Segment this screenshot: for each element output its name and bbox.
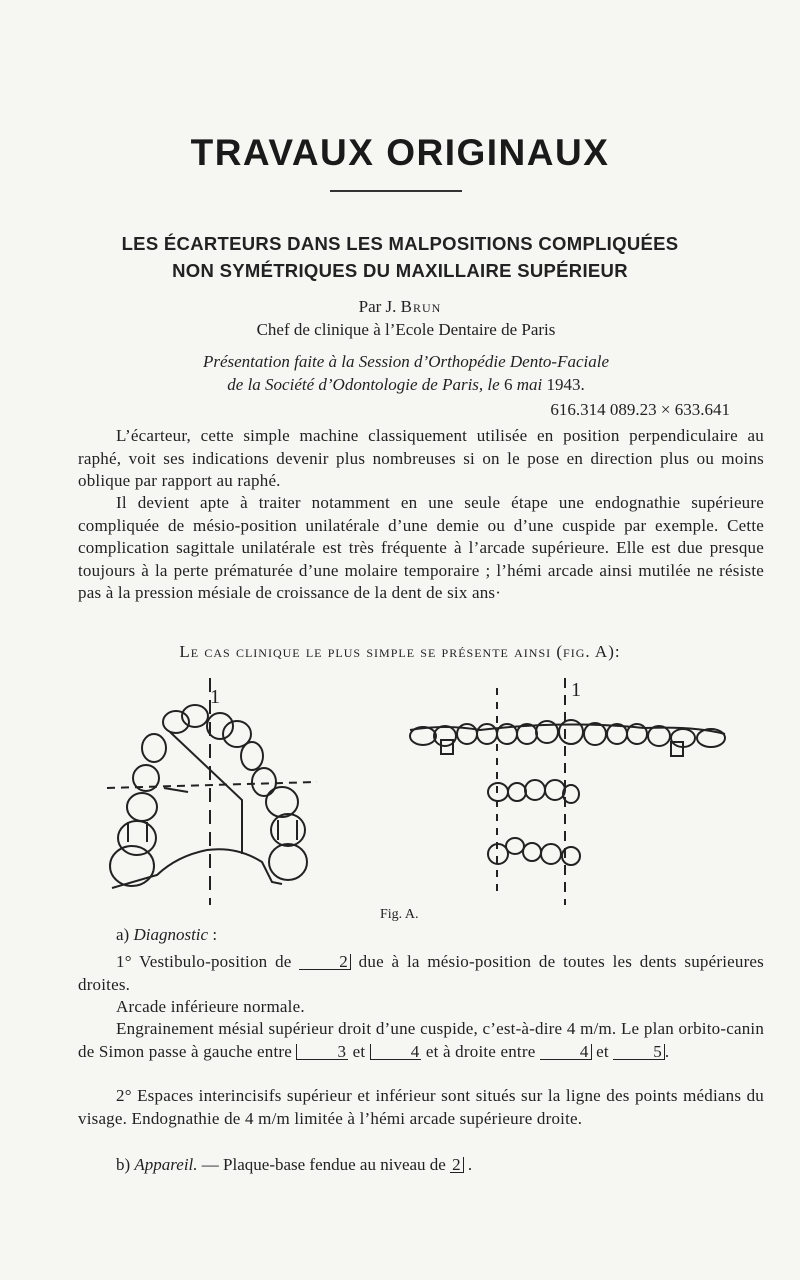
paragraph-2: Il devient apte à traiter notamment en une seule étape une endognathie supérieure compliquée de mésio-position unilatérale d’une demie ou d’une cuspide par exemple. Cette complication sagittale unilatérale est très fréquente à l’arcade supérieure. Elle est due presque toujours à la perte prématurée d’une molaire temporaire ; l’hémi arcade ainsi mutilée ne résiste pas à la pression mésiale de croissance de la dent de six ans·: [78, 493, 764, 602]
title-divider: [330, 190, 462, 192]
tooth-notation: 5: [613, 1044, 665, 1060]
presentation-year: 1943.: [546, 375, 585, 394]
figure-caption: Fig. A.: [380, 907, 419, 922]
diagnostic-item-1: 1° Vestibulo-position de 2 due à la mésio-position de toutes les dents supérieures droites.: [78, 952, 764, 994]
upper-arch-occlusal-drawing: [92, 670, 332, 915]
classification-code: 616.314 089.23 × 633.641: [550, 400, 730, 419]
presentation-day: 6: [503, 375, 513, 394]
author-name: Brun: [400, 297, 442, 316]
tooth-notation: 2: [299, 954, 351, 970]
presentation-line-2: de la Société d’Odontologie de Paris, le 6 mai 1943.: [227, 375, 585, 394]
presentation-note: [40, 350, 772, 396]
figure-label-right: 1: [571, 679, 581, 701]
appareil-line: b) Appareil. — Plaque-base fendue au niveau de 2 .: [116, 1155, 473, 1174]
byline-prefix: Par J.: [358, 297, 401, 316]
article-title-line-2: NON SYMÉTRIQUES DU MAXILLAIRE SUPÉRIEUR: [172, 260, 628, 281]
author-affiliation: Chef de clinique à l’Ecole Dentaire de Paris: [256, 320, 556, 339]
author-byline: [0, 297, 800, 317]
diagnostic-item-3: Engrainement mésial supérieur droit d’une cuspide, c’est-à-dire 4 m/m. Le plan orbito-canin de Simon passe à gauche entre 3 et 4 et à droite entre 4 et 5 .: [78, 1019, 765, 1061]
case-heading: Le cas clinique le plus simple se présente ainsi (fig. A):: [179, 642, 621, 661]
arches-frontal-drawing: [405, 670, 735, 915]
section-title: TRAVAUX ORIGINAUX: [190, 132, 610, 173]
article-title-line-1: LES ÉCARTEURS DANS LES MALPOSITIONS COMPLIQUÉES: [121, 233, 679, 254]
diagnostic-item-2: Arcade inférieure normale.: [116, 997, 305, 1016]
diagnostic-label: a) Diagnostic :: [116, 925, 218, 944]
paragraph-1: L’écarteur, cette simple machine classiquement utilisée en position perpendiculaire au raphé, voit ses indications devenir plus nombreuses si on le pose en direction plus ou moins oblique par rapport au raphé.: [78, 426, 764, 490]
presentation-line-1: Présentation faite à la Session d’Orthopédie Dento-Faciale: [202, 352, 610, 371]
tooth-notation: 4: [540, 1044, 592, 1060]
diagnostic-item-4: 2° Espaces interincisifs supérieur et inférieur sont situés sur la ligne des points médians du visage. Endognathie de 4 m/m limitée à l’hémi arcade supérieure droite.: [78, 1086, 764, 1128]
figure-label-left: 1: [210, 686, 220, 708]
tooth-notation: 4: [370, 1044, 422, 1060]
tooth-notation: 2: [450, 1157, 464, 1173]
article-title: [40, 230, 760, 284]
tooth-notation: 3: [296, 1044, 348, 1060]
